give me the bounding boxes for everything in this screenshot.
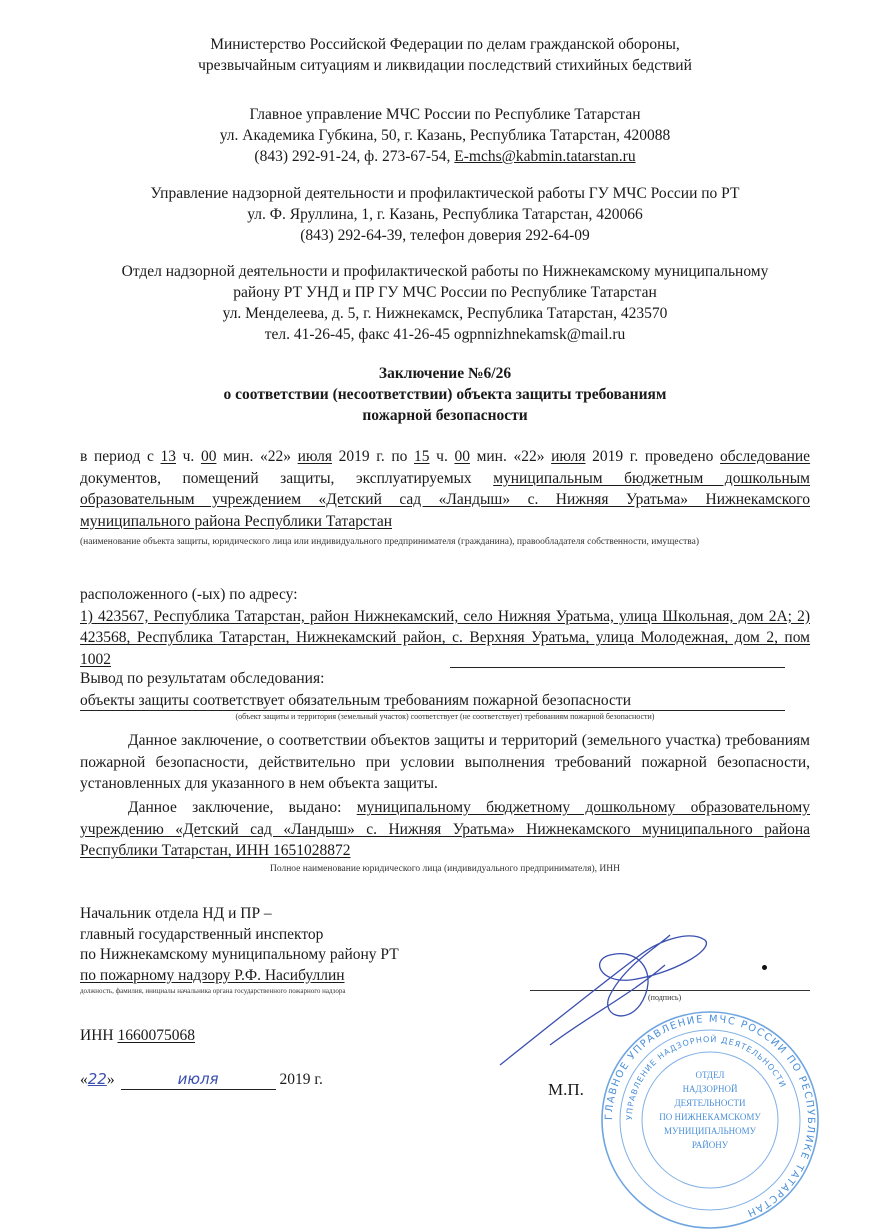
text: в период с — [80, 448, 161, 465]
inspection-period — [80, 446, 810, 552]
document-title — [80, 363, 810, 426]
conclusion-label: Вывод по результатам обследования: — [80, 670, 325, 687]
text: » — [106, 1070, 115, 1088]
ministry-line: чрезвычайным ситуациям и ликвидации последствий стихийных бедствий — [198, 57, 692, 74]
stamp-center-line: ОТДЕЛ — [695, 1070, 725, 1080]
recipient: муниципальному бюджетному дошкольному образовательному учреждению «Детский сад «Ландыш» с. Нижняя Уратьма» Нижнекамского муниципального района Республики Татарстан, ИНН 1651028872 — [80, 799, 810, 859]
address-label: расположенного (-ых) по адресу: — [80, 586, 298, 603]
phone: (843) 292-91-24, ф. 273-67-54, — [254, 148, 455, 165]
inspection-type: обследование — [720, 448, 811, 465]
title-line: пожарной безопасности — [362, 407, 528, 424]
ministry-line: Министерство Российской Федерации по делам гражданской обороны, — [210, 36, 680, 53]
inn-label: ИНН — [80, 1027, 118, 1044]
supervision-address: ул. Ф. Яруллина, 1, г. Казань, Республика Татарстан, 420066 — [247, 206, 643, 223]
text: 2019 г. проведено — [585, 448, 714, 465]
to-month: июля — [551, 448, 586, 465]
address-text: 1) 423567, Республика Татарстан, район Нижнекамский, село Нижняя Уратьма, улица Школьная, дом 2А; 2) 423568, Республика Татарстан, Нижнекамский район, с. Верхняя Уратьма, улица Молодежная, дом 2, пом 1002 — [80, 607, 810, 668]
stamp-ring-text: ГЛАВНОЕ УПРАВЛЕНИЕ МЧС РОССИИ ПО РЕСПУБЛИКЕ ТАТАРСТАН — [603, 1013, 817, 1219]
conclusion-caption: (объект защиты и территория (земельный участок) соответствует (не соответствует) требованиям пожарной безопасности) — [235, 712, 655, 721]
stamp-center-line: РАЙОНУ — [691, 1140, 729, 1150]
supervision-phone: (843) 292-64-39, телефон доверия 292-64-09 — [300, 227, 590, 244]
signatory-block — [80, 904, 500, 1090]
email-link[interactable]: E-mchs@kabmin.tatarstan.ru — [454, 148, 636, 165]
supervision-name: Управление надзорной деятельности и профилактической работы ГУ МЧС России по РТ — [150, 185, 740, 202]
date-line — [80, 1069, 500, 1091]
issued-label: Данное заключение, выдано: — [128, 799, 357, 816]
position-line: Начальник отдела НД и ПР – — [80, 905, 272, 922]
text: мин. «22» — [216, 448, 298, 465]
inn-value: 1660075068 — [117, 1027, 195, 1044]
signatory-caption: должность, фамилия, инициалы начальника органа государственного пожарного надзора — [80, 987, 346, 995]
stamp-center-line: ПО НИЖНЕКАМСКОМУ — [659, 1112, 761, 1122]
signature — [490, 925, 740, 1075]
text: документов, помещений защиты, эксплуатируемых — [80, 469, 494, 487]
title-line: о соответствии (несоответствии) объекта защиты требованиям — [223, 386, 667, 403]
date-day: 22 — [87, 1069, 107, 1088]
stamp-inner-ring-text: УПРАВЛЕНИЕ НАДЗОРНОЙ ДЕЯТЕЛЬНОСТИ — [624, 1034, 788, 1121]
stamp-center-line: ДЕЯТЕЛЬНОСТИ — [674, 1098, 746, 1108]
position-line: главный государственный инспектор — [80, 925, 324, 943]
recipient-caption: Полное наименование юридического лица (индивидуального предпринимателя), ИНН — [269, 863, 621, 874]
stamp-center-line: МУНИЦИПАЛЬНОМУ — [663, 1126, 757, 1136]
validity-paragraph: Данное заключение, о соответствии объектов защиты и территорий (земельного участка) требованиям пожарной безопасности, действительно при условии выполнения требований пожарной безопасности, установленных для указанного в нем объекта защиты. — [80, 732, 810, 792]
signatory-name: по пожарному надзору Р.Ф. Насибуллин — [80, 966, 345, 984]
main-department-contacts — [80, 146, 810, 167]
supervision-header — [80, 183, 810, 246]
local-office-header — [80, 261, 810, 345]
address-value — [80, 606, 810, 671]
object-caption: (наименование объекта защиты, юридического лица или индивидуального предпринимателя (гражданина), правообладателя собственности, имущества) — [80, 537, 699, 547]
text: « — [80, 1070, 88, 1088]
main-department-header — [80, 104, 810, 167]
from-min: 00 — [200, 448, 217, 465]
address-section — [80, 584, 810, 723]
office-contacts: тел. 41-26-45, факс 41-26-45 ogpnnizhnekamsk@mail.ru — [264, 326, 626, 343]
title-number: Заключение №6/26 — [378, 365, 512, 382]
office-line: Отдел надзорной деятельности и профилактической работы по Нижнекамскому муниципальному — [121, 263, 769, 280]
conclusion-value — [80, 690, 810, 712]
conclusion-text: объекты защиты соответствует обязательным требованиям пожарной безопасности — [80, 691, 785, 711]
mp-label: М.П. — [548, 1080, 584, 1099]
issued-paragraph — [80, 797, 810, 876]
date-month: июля — [121, 1069, 276, 1091]
text: мин. «22» — [469, 448, 552, 465]
office-line: району РТ УНД и ПР ГУ МЧС России по Республике Татарстан — [233, 284, 657, 301]
position-line: по Нижнекамскому муниципальному району РТ — [80, 946, 399, 963]
text: ч. — [429, 448, 455, 465]
main-department-name: Главное управление МЧС России по Республике Татарстан — [249, 106, 641, 123]
ministry-header — [80, 34, 810, 76]
from-hour: 13 — [160, 448, 176, 465]
to-min: 00 — [454, 448, 470, 465]
from-month: июля — [297, 448, 332, 465]
main-department-address: ул. Академика Губкина, 50, г. Казань, Республика Татарстан, 420088 — [219, 127, 671, 144]
to-hour: 15 — [414, 448, 430, 465]
object-name: муниципальным бюджетным дошкольным образовательным учреждением «Детский сад «Ландыш» с. Нижняя Уратьма» Нижнекамского муниципального района Республики Татарстан — [80, 469, 810, 530]
office-address: ул. Менделеева, д. 5, г. Нижнекамск, Республика Татарстан, 423570 — [222, 305, 668, 322]
date-year: 2019 г. — [275, 1070, 323, 1088]
signature-caption: (подпись) — [648, 993, 682, 1002]
text: 2019 г. по — [331, 448, 415, 465]
stamp-center-line: НАДЗОРНОЙ — [682, 1084, 738, 1094]
dot — [762, 965, 767, 970]
text: ч. — [176, 448, 201, 465]
